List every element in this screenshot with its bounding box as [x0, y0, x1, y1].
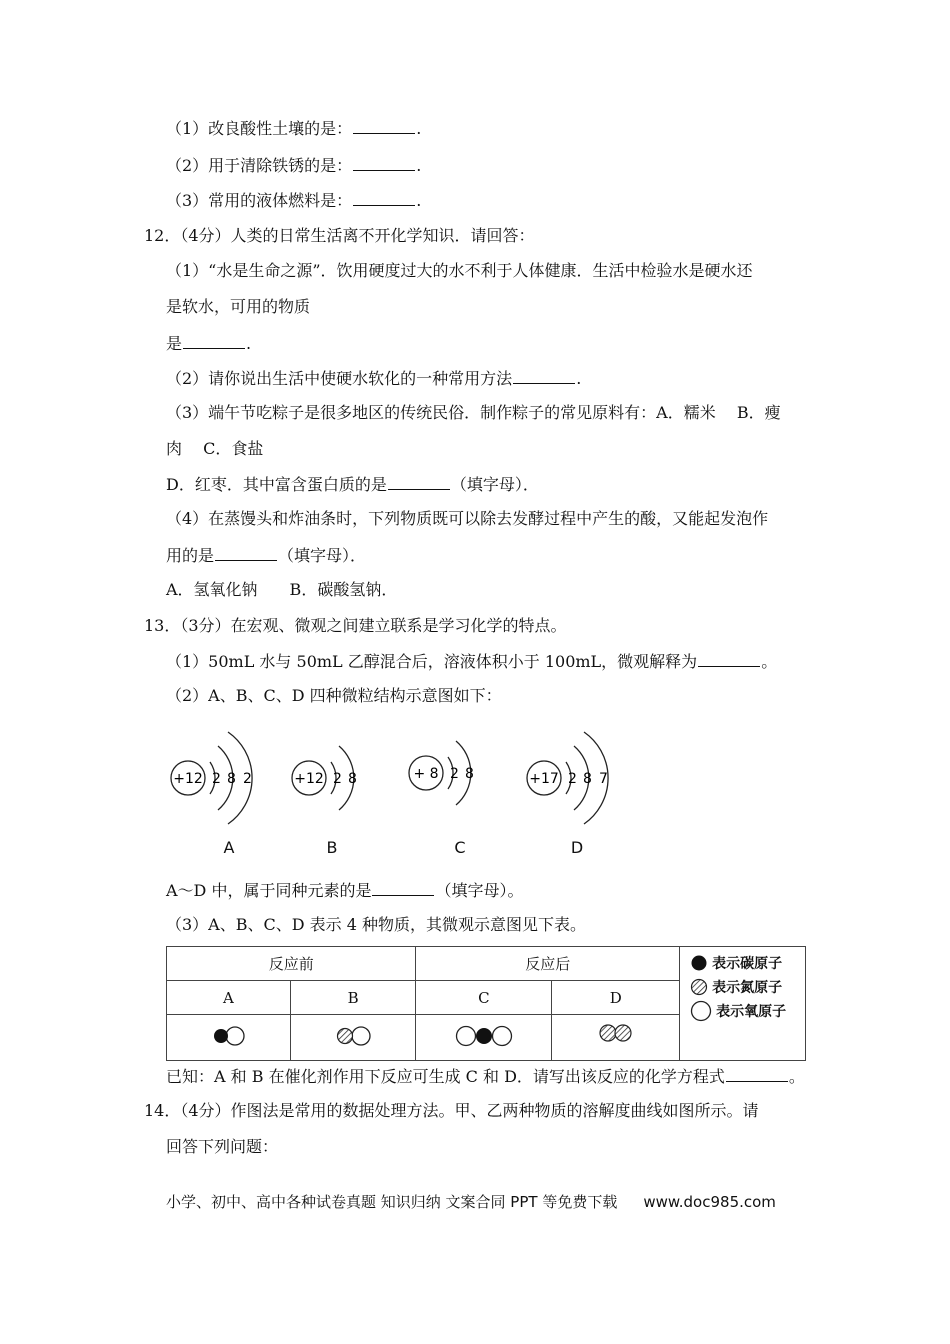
shell-electrons: 2: [243, 771, 252, 787]
col-a: A: [167, 981, 291, 1015]
carbon-atom-icon: [690, 954, 708, 972]
legend-carbon: 表示碳原子: [680, 951, 805, 975]
header-after: 反应后: [416, 947, 680, 981]
answer-blank[interactable]: [388, 474, 450, 490]
q13-p1: （1）50mL 水与 50mL 乙醇混合后，溶液体积小于 100mL，微观解释为 。: [166, 652, 778, 671]
answer-blank[interactable]: [726, 1066, 788, 1082]
q13-p3: （3）A、B、C、D 表示 4 种物质，其微观示意图见下表。: [166, 915, 587, 934]
q12-p4c: A．氢氧化钠 B．碳酸氢钠．: [166, 580, 398, 599]
q12-p4a: （4）在蒸馒头和炸油条时，下列物质既可以除去发酵过程中产生的酸，又能起发泡作: [166, 509, 769, 528]
q12-p3b: 肉 C．食盐: [166, 439, 264, 458]
q12-p1c: 是 .: [166, 334, 252, 353]
q12-p4b: 用的是 （填字母）．: [166, 546, 367, 565]
q11-item-2: （2）用于清除铁锈的是： .: [166, 156, 422, 175]
molecule-a: [167, 1015, 291, 1061]
molecule-d-svg: [594, 1021, 638, 1045]
col-d: D: [552, 981, 680, 1015]
atom-diagram-b: [292, 746, 357, 810]
oxygen-atom-icon: [690, 1000, 712, 1022]
diagram-label-a: A: [223, 838, 235, 857]
header-before: 反应前: [167, 947, 416, 981]
answer-blank[interactable]: [353, 190, 415, 206]
atom-diagrams-svg: [160, 718, 800, 838]
answer-blank[interactable]: [215, 545, 277, 561]
q13-p2-question: A～D 中，属于同种元素的是 （填字母）。: [166, 881, 524, 900]
molecule-b-svg: [331, 1024, 375, 1048]
q13-p2: （2）A、B、C、D 四种微粒结构示意图如下：: [166, 686, 502, 705]
q13-p3-question: 已知：A 和 B 在催化剂作用下反应可生成 C 和 D．请写出该反应的化学方程式 。: [166, 1067, 805, 1086]
nucleus-charge: +12: [173, 771, 203, 787]
shell-electrons: 7: [599, 771, 608, 787]
q14-stem-line2: 回答下列问题：: [166, 1137, 279, 1156]
footer-text: 小学、初中、高中各种试卷真题 知识归纳 文案合同 PPT 等免费下载: [166, 1193, 618, 1211]
molecule-d: [552, 1015, 680, 1061]
atom-diagram-a: [171, 732, 252, 824]
shell-electrons: 8: [465, 766, 474, 782]
footer-url[interactable]: www.doc985.com: [643, 1193, 776, 1211]
nucleus-charge: + 8: [413, 766, 439, 782]
diagram-label-d: D: [570, 838, 584, 857]
shell-electrons: 8: [583, 771, 592, 787]
atomic-structure-diagrams: [160, 718, 800, 858]
legend-nitrogen: 表示氮原子: [680, 975, 805, 999]
col-c: C: [416, 981, 552, 1015]
shell-electrons: 8: [348, 771, 357, 787]
molecule-b: [290, 1015, 416, 1061]
molecule-c-svg: [452, 1023, 516, 1049]
shell-electrons: 2: [450, 766, 459, 782]
answer-blank[interactable]: [353, 118, 415, 134]
diagram-label-b: B: [326, 838, 338, 857]
answer-blank[interactable]: [698, 651, 760, 667]
legend-oxygen: 表示氧原子: [680, 999, 805, 1023]
page-footer: [166, 1191, 776, 1212]
nitrogen-atom-icon: [690, 978, 708, 996]
q12-p2: （2）请你说出生活中使硬水软化的一种常用方法 .: [166, 369, 582, 388]
q12-p1b: 是软水，可用的物质: [166, 297, 311, 316]
reaction-table: [166, 946, 806, 1061]
nucleus-charge: +12: [294, 771, 324, 787]
q12-p1a: （1）“水是生命之源”．饮用硬度过大的水不利于人体健康．生活中检验水是硬水还: [166, 261, 753, 280]
shell-electrons: 2: [212, 771, 221, 787]
shell-electrons: 8: [227, 771, 236, 787]
q12-p3a: （3）端午节吃粽子是很多地区的传统民俗．制作粽子的常见原料有：A．糯米 B．瘦: [166, 403, 781, 422]
atom-diagram-c: [409, 741, 474, 805]
q11-item-3: （3）常用的液体燃料是： .: [166, 191, 422, 210]
shell-electrons: 2: [568, 771, 577, 787]
molecule-a-svg: [208, 1024, 248, 1048]
q13-stem: 13．（3分）在宏观、微观之间建立联系是学习化学的特点。: [144, 616, 567, 635]
answer-blank[interactable]: [353, 155, 415, 171]
diagram-label-c: C: [454, 838, 466, 857]
legend: [680, 947, 806, 1061]
answer-blank[interactable]: [513, 368, 575, 384]
q12-p3c: D．红枣．其中富含蛋白质的是 （填字母）．: [166, 475, 539, 494]
q12-stem: 12．（4分）人类的日常生活离不开化学知识．请回答：: [144, 226, 535, 245]
col-b: B: [290, 981, 416, 1015]
q14-stem-line1: 14．（4分）作图法是常用的数据处理方法。甲、乙两种物质的溶解度曲线如图所示。请: [144, 1101, 759, 1120]
answer-blank[interactable]: [372, 880, 434, 896]
atom-diagram-d: [527, 732, 608, 824]
q11-item-1: （1）改良酸性土壤的是： .: [166, 119, 422, 138]
shell-electrons: 2: [333, 771, 342, 787]
molecule-c: [416, 1015, 552, 1061]
answer-blank[interactable]: [183, 333, 245, 349]
nucleus-charge: +17: [529, 771, 559, 787]
